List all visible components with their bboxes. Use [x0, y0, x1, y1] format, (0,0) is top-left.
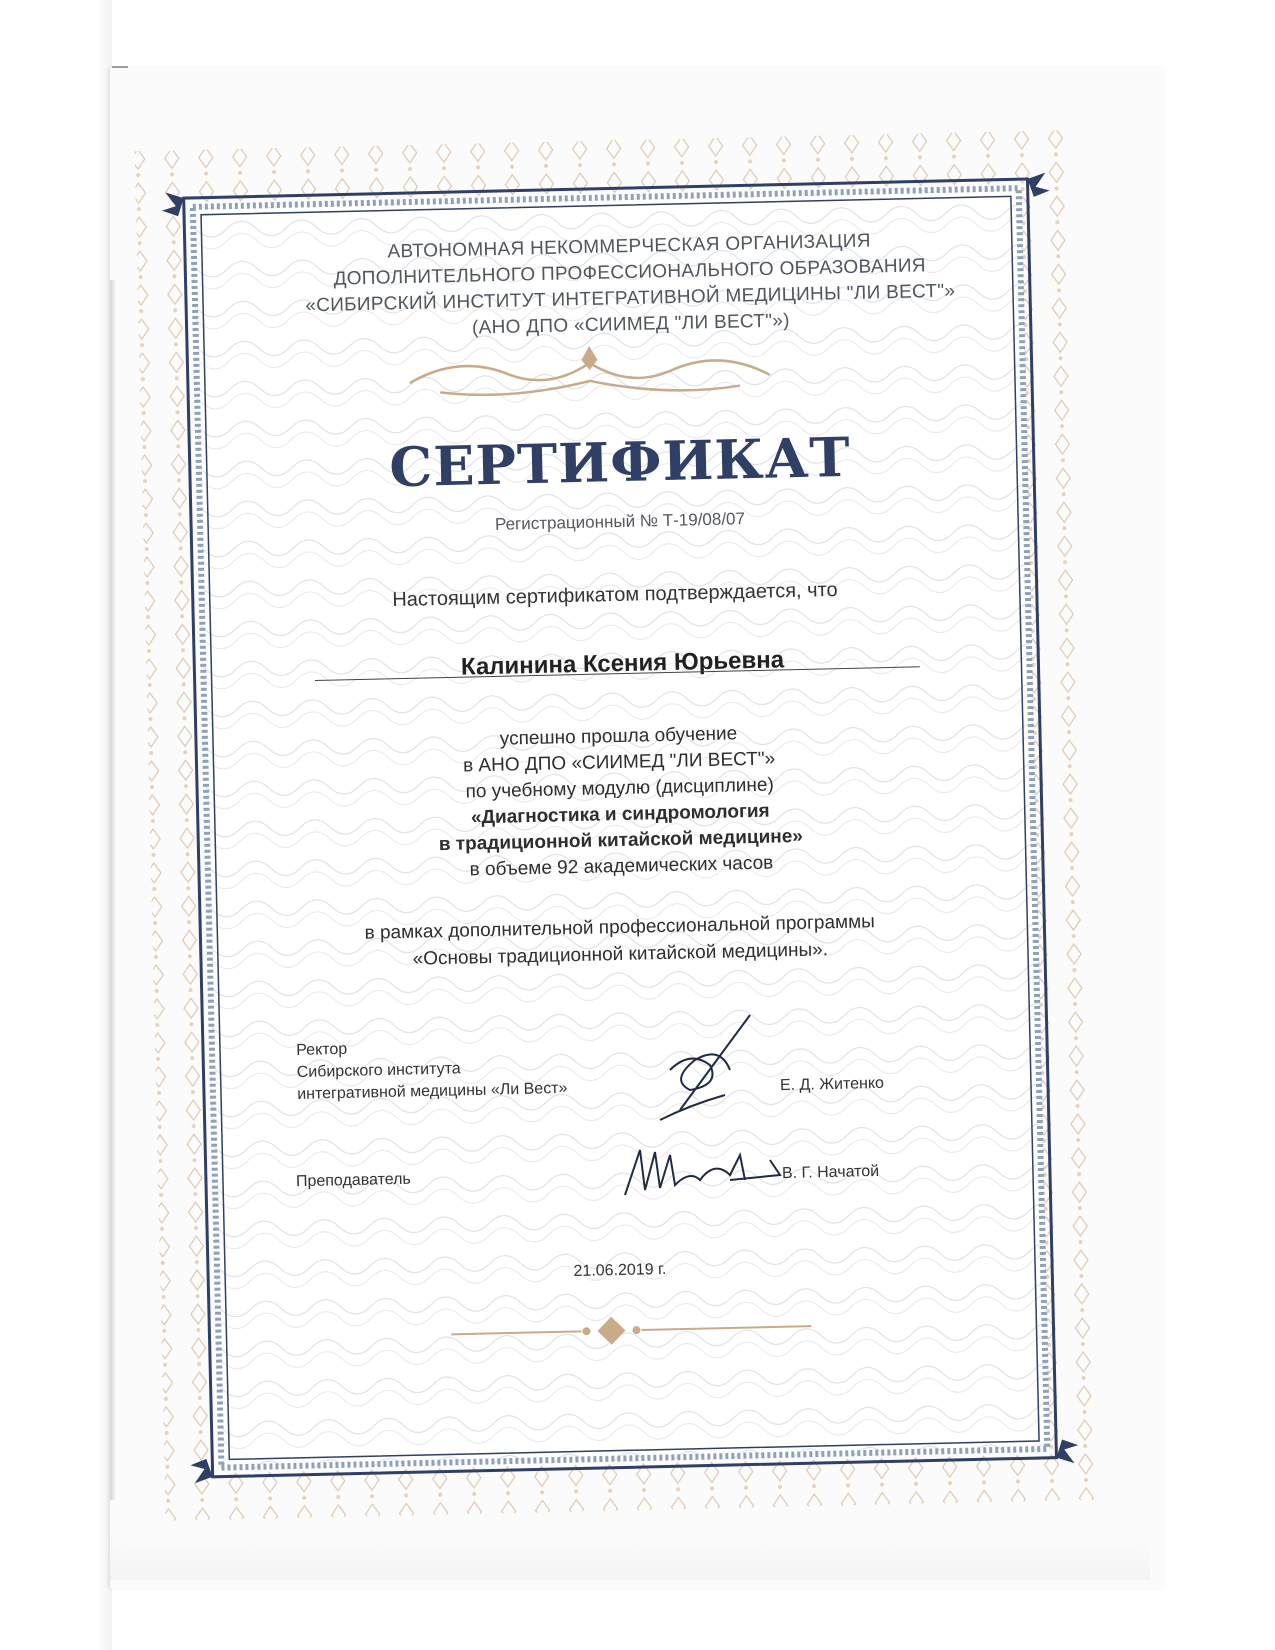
teacher-title: Преподаватель	[295, 1170, 411, 1191]
course-title-line-1: «Диагностика и синдромология	[470, 800, 770, 829]
course-line-2: в АНО ДПО «СИИМЕД "ЛИ ВЕСТ"»	[462, 748, 776, 777]
course-description	[318, 717, 921, 887]
course-title-line-2: в традиционной китайской медицине»	[438, 825, 804, 856]
course-line-3: по учебному модулю (дисциплине)	[465, 774, 775, 803]
registration-number: Регистрационный № Т-19/08/07	[494, 509, 746, 534]
recipient-name: Калинина Ксения Юрьевна	[460, 646, 785, 681]
rector-title-line-1: Ректор	[296, 1040, 348, 1059]
program-line-1: в рамках дополнительной профессиональной программы	[364, 911, 876, 944]
organization-header	[259, 226, 1001, 347]
teacher-signature	[620, 1140, 790, 1200]
organization-line-4: (АНО ДПО «СИИМЕД "ЛИ ВЕСТ"»)	[471, 310, 790, 339]
rector-title-line-2: Сибирского института	[296, 1060, 461, 1081]
organization-line-2: ДОПОЛНИТЕЛЬНОГО ПРОФЕССИОНАЛЬНОГО ОБРАЗОВАНИЯ	[333, 255, 927, 290]
certificate-title: СЕРТИФИКАТ	[388, 424, 852, 500]
rector-title-line-3: интегративной медицины «Ли Вест»	[297, 1079, 568, 1103]
intro-text: Настоящим сертификатом подтверждается, что	[392, 578, 838, 612]
rector-title	[296, 1032, 637, 1106]
course-line-1: успешно прошла обучение	[499, 723, 738, 750]
organization-line-1: АВТОНОМНАЯ НЕКОММЕРЧЕСКАЯ ОРГАНИЗАЦИЯ	[387, 230, 871, 263]
program-line-2: «Основы традиционной китайской медицины».	[412, 939, 829, 970]
issue-date: 21.06.2019 г.	[573, 1260, 667, 1281]
organization-line-3: «СИБИРСКИЙ ИНСТИТУТ ИНТЕГРАТИВНОЙ МЕДИЦИНЫ "ЛИ ВЕСТ"»	[305, 280, 956, 317]
rector-signature	[650, 1010, 770, 1130]
rector-name: Е. Д. Житенко	[779, 1074, 885, 1095]
teacher-name: В. Г. Начатой	[781, 1162, 880, 1183]
course-hours: в объеме 92 академических часов	[469, 852, 774, 881]
